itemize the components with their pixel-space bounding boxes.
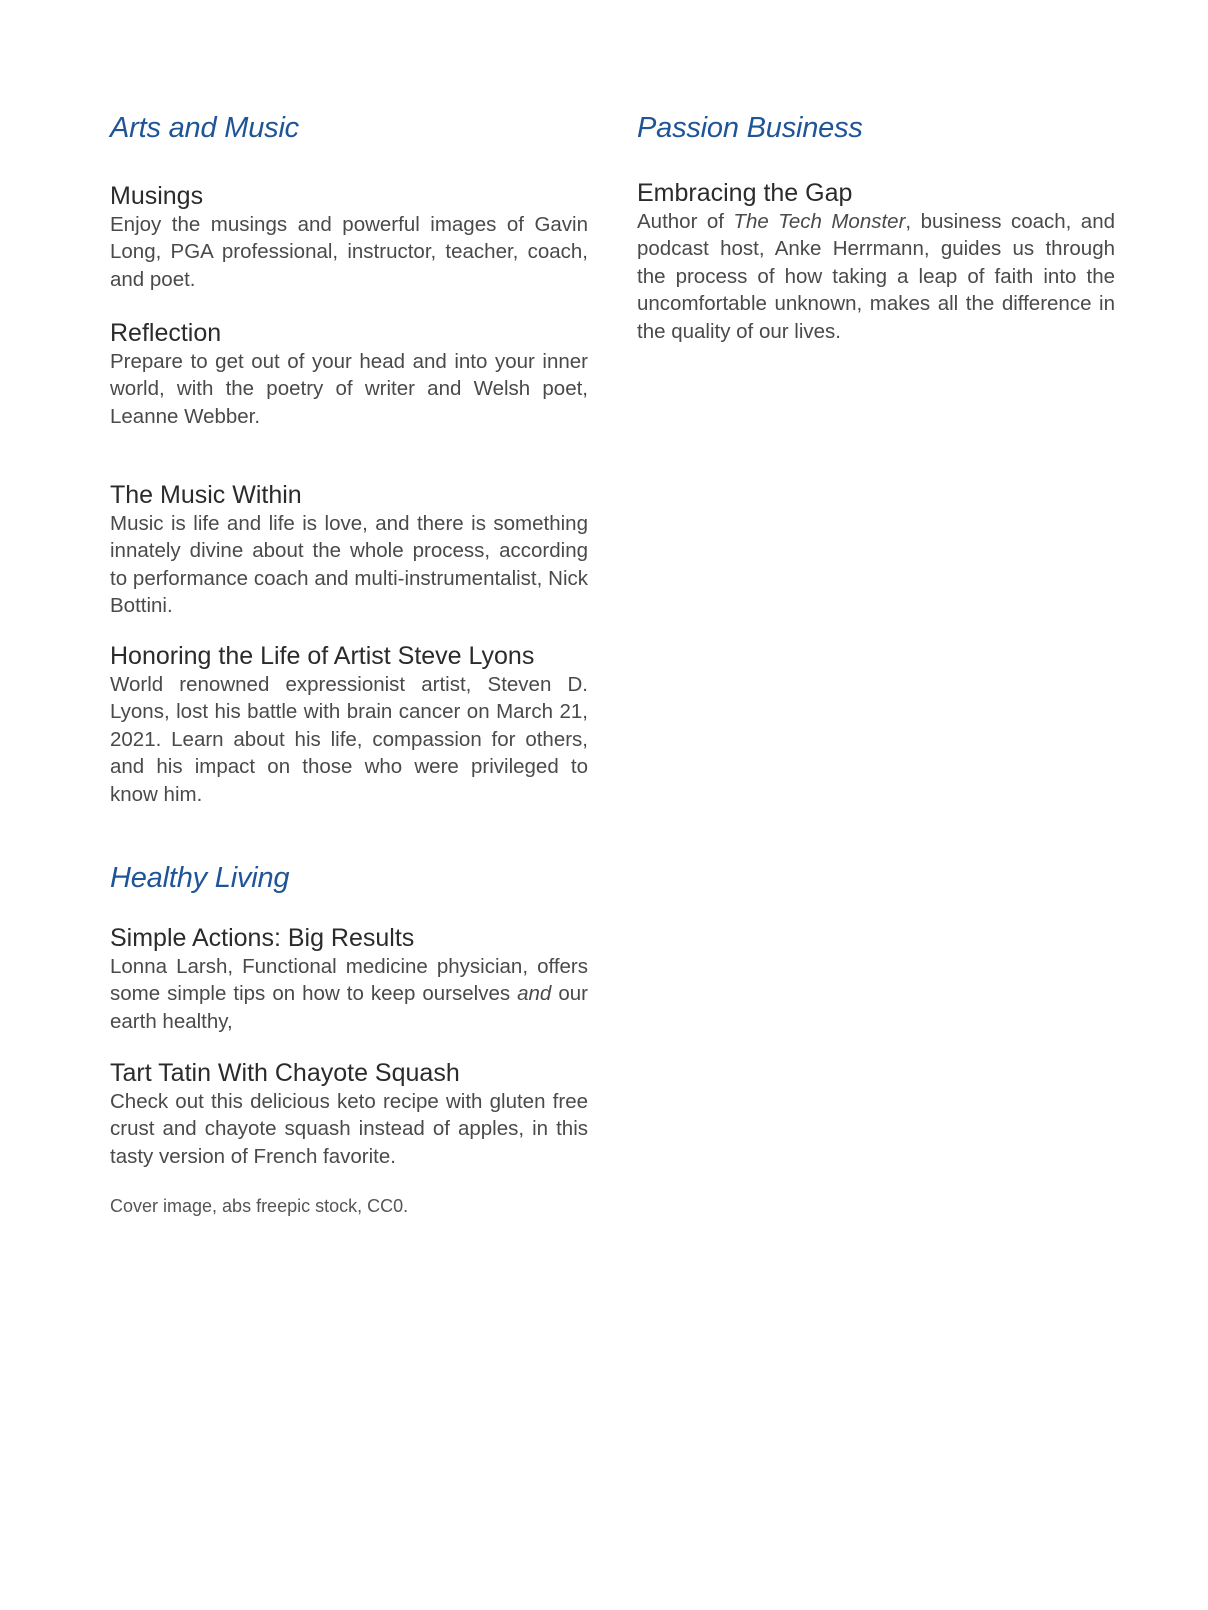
article-body [110, 953, 588, 1035]
article-body: Enjoy the musings and powerful images of Gavin Long, PGA professional, instructor, teacher, coach, and poet. [110, 213, 588, 291]
section-title-arts-and-music: Arts and Music [110, 112, 299, 144]
article-title: Simple Actions: Big Results [110, 924, 415, 952]
article-body-text: Author of [637, 210, 734, 233]
article-body-text: our earth healthy, [110, 982, 588, 1033]
article-title: Honoring the Life of Artist Steve Lyons [110, 642, 535, 670]
article-tart-tatin [110, 1058, 588, 1170]
article-body: Check out this delicious keto recipe with gluten free crust and chayote squash instead of apples, in this tasty version of French favorite. [110, 1090, 588, 1168]
article-title: Reflection [110, 319, 222, 347]
article-title: Tart Tatin With Chayote Squash [110, 1059, 460, 1087]
article-body [637, 208, 1115, 345]
article-body: Prepare to get out of your head and into your inner world, with the poetry of writer and Welsh poet, Leanne Webber. [110, 350, 588, 428]
cover-image-credit: Cover image, abs freepic stock, CC0. [110, 1196, 409, 1216]
article-steve-lyons [110, 641, 588, 808]
article-embracing-the-gap [637, 178, 1115, 345]
article-the-music-within [110, 480, 588, 620]
book-title: The Tech Monster [733, 210, 906, 233]
section-title-healthy-living: Healthy Living [110, 862, 290, 894]
section-title-passion-business: Passion Business [637, 112, 863, 144]
article-reflection [110, 318, 588, 430]
article-simple-actions [110, 923, 588, 1035]
article-title: The Music Within [110, 481, 302, 509]
article-body-text: Lonna Larsh, Functional medicine physician, offers some simple tips on how to keep ourselves [110, 955, 588, 1006]
article-body-emphasis: and [517, 982, 552, 1006]
article-body-text: , business coach, and podcast host, Anke Herrmann, guides us through the process of how taking a leap of faith into the uncomfortable unknown, makes all the difference in the quality of our lives. [637, 210, 1116, 343]
article-body: Music is life and life is love, and there is something innately divine about the whole process, according to performance coach and multi-instrumentalist, Nick Bottini. [110, 512, 588, 618]
article-musings [110, 181, 588, 293]
article-title: Embracing the Gap [637, 179, 853, 207]
article-title: Musings [110, 182, 204, 210]
article-body: World renowned expressionist artist, Steven D. Lyons, lost his battle with brain cancer on March 21, 2021. Learn about his life, compassion for others, and his impact on those who were privileged to know him. [110, 673, 588, 806]
